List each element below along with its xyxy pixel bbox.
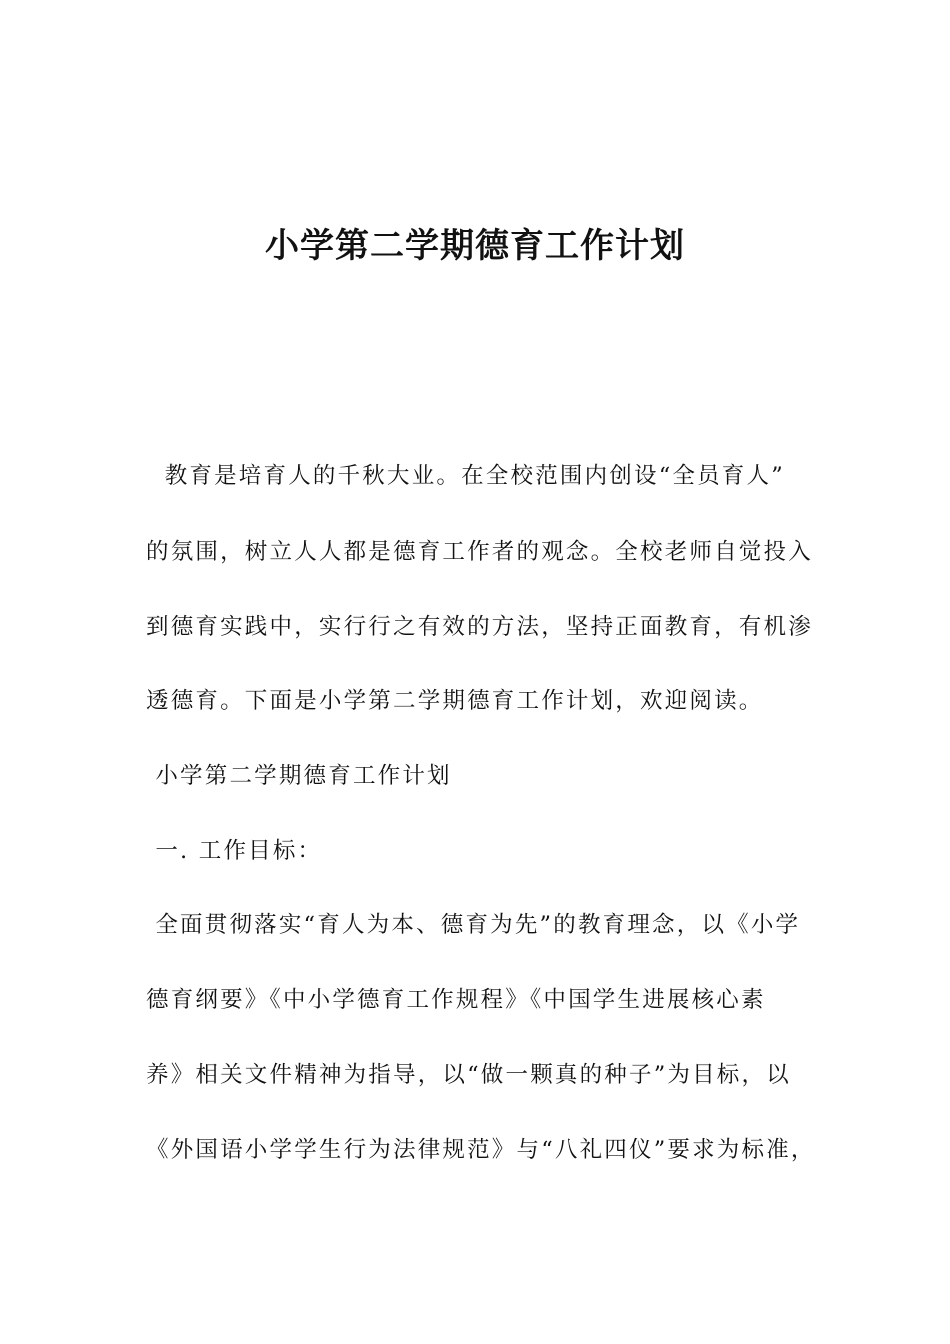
paragraph-line: 德育纲要》《中小学德育工作规程》《中国学生进展核心素 <box>146 987 766 1013</box>
paragraph-line: 透德育。下面是小学第二学期德育工作计划，欢迎阅读。 <box>146 688 764 714</box>
paragraph-line: 全面贯彻落实“育人为本、德育为先”的教育理念，以《小学 <box>146 912 801 938</box>
paragraph-line: 教育是培育人的千秋大业。在全校范围内创设“全员育人” <box>146 463 785 489</box>
document-title: 小学第二学期德育工作计划 <box>265 226 685 266</box>
section-heading: 小学第二学期德育工作计划 <box>146 763 452 789</box>
paragraph-line: 到德育实践中，实行行之有效的方法，坚持正面教育，有机渗 <box>146 614 813 640</box>
paragraph-line: 《外国语小学学生行为法律规范》与“八礼四仪”要求为标准， <box>146 1137 816 1163</box>
paragraph-line: 养》相关文件精神为指导，以“做一颗真的种子”为目标，以 <box>146 1062 791 1088</box>
section-subheading: 一. 工作目标： <box>146 838 323 864</box>
paragraph-line: 的氛围，树立人人都是德育工作者的观念。全校老师自觉投入 <box>146 539 813 565</box>
